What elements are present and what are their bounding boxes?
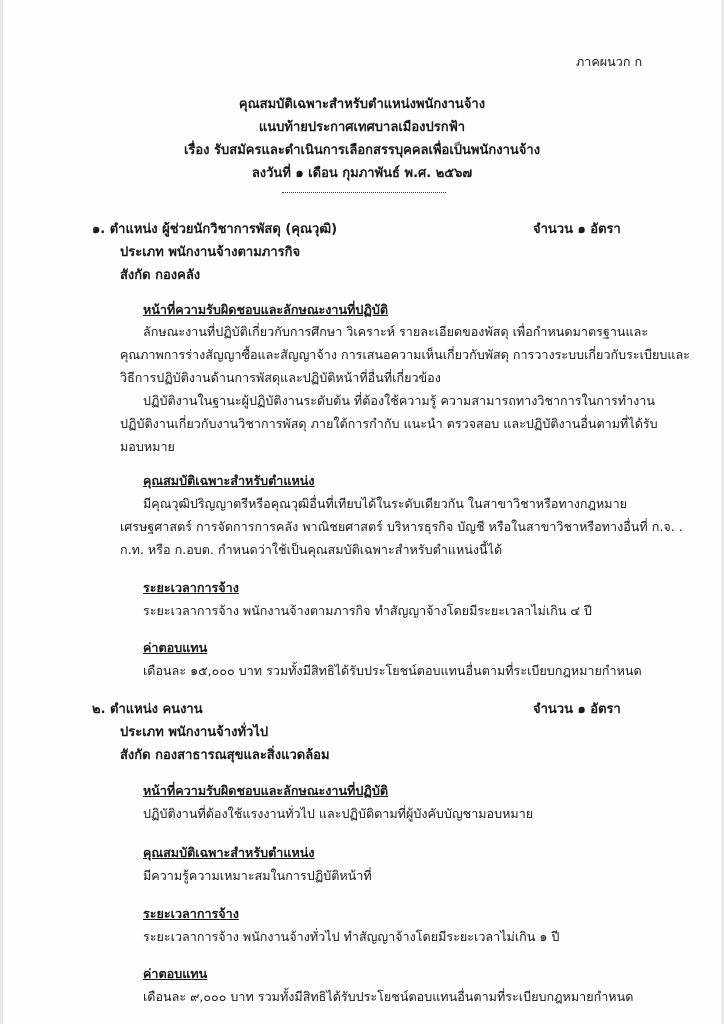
position-1-duties-p2-line-2: ปฏิบัติงานเกี่ยวกับงานวิชาการพัสดุ ภายใต้การกำกับ แนะนำ ตรวจสอบ และปฏิบัติงานอื่นตามที่ได้รับ (120, 416, 658, 431)
position-2-dept: สังกัด กองสาธารณสุขและสิ่งแวดล้อม (120, 748, 330, 763)
annex-label: ภาคผนวก ก (576, 54, 643, 69)
position-1-term-text: ระยะเวลาการจ้าง พนักงานจ้างตามภารกิจ ทำสัญญาจ้างโดยมีระยะเวลาไม่เกิน ๔ ปี (143, 603, 592, 618)
position-1-duties-p2-line-1: ปฏิบัติงานในฐานะผู้ปฏิบัติงานระดับต้น ที่ต้องใช้ความรู้ ความสามารถทางวิชาการในการทำงาน (143, 393, 655, 408)
header-line-2: แนบท้ายประกาศเทศบาลเมืองปรกฟ้า (258, 120, 466, 135)
position-1-pay-text: เดือนละ ๑๕,๐๐๐ บาท รวมทั้งมีสิทธิได้รับประโยชน์ตอบแทนอื่นตามที่ระเบียบกฎหมายกำหนด (143, 663, 642, 678)
position-2-title: ๒. ตำแหน่ง คนงาน (92, 702, 203, 717)
header-line-4: ลงวันที่ ๑ เดือน กุมภาพันธ์ พ.ศ. ๒๕๖๗ (251, 166, 473, 181)
position-2-qual-text: มีความรู้ความเหมาะสมในการปฏิบัติหน้าที่ (143, 868, 372, 883)
position-2-type: ประเภท พนักงานจ้างทั่วไป (120, 725, 269, 740)
position-2-pay-text: เดือนละ ๙,๐๐๐ บาท รวมทั้งมีสิทธิได้รับประโยชน์ตอบแทนอื่นตามที่ระเบียบกฎหมายกำหนด (143, 989, 634, 1004)
header-line-1: คุณสมบัติเฉพาะสำหรับตำแหน่งพนักงานจ้าง (238, 97, 486, 112)
position-1-duties-p1-line-1: ลักษณะงานที่ปฏิบัติเกี่ยวกับการศึกษา วิเคราะห์ รายละเอียดของพัสดุ เพื่อกำหนดมาตรฐานและ (143, 324, 649, 339)
position-1-qual-line-1: มีคุณวุฒิปริญญาตรีหรือคุณวุฒิอื่นที่เทียบได้ในระดับเดียวกัน ในสาขาวิชาหรือทางกฎหมาย (143, 496, 628, 511)
position-1-qual-heading: คุณสมบัติเฉพาะสำหรับตำแหน่ง (143, 473, 315, 488)
position-1-pay-heading: ค่าตอบแทน (143, 640, 208, 655)
position-2-pay-heading: ค่าตอบแทน (143, 966, 208, 981)
header-line-3: เรื่อง รับสมัครและดำเนินการเลือกสรรบุคคลเพื่อเป็นพนักงานจ้าง (183, 143, 541, 158)
position-1-term-heading: ระยะเวลาการจ้าง (143, 580, 239, 595)
position-1-qual-line-3: ก.ท. หรือ ก.อบต. กำหนดว่าใช้เป็นคุณสมบัติเฉพาะสำหรับตำแหน่งนี้ได้ (120, 542, 503, 557)
position-2-term-heading: ระยะเวลาการจ้าง (143, 906, 239, 921)
position-1-qual-line-2: เศรษฐศาสตร์ การจัดการการคลัง พาณิชยศาสตร์ บริหารธุรกิจ บัญชี หรือในสาขาวิชาหรือทางอื่นที่ ก.จ. . (120, 519, 683, 534)
position-1-type: ประเภท พนักงานจ้างตามภารกิจ (120, 245, 301, 260)
position-1-count: จำนวน ๑ อัตรา (533, 222, 621, 237)
position-2-duties-heading: หน้าที่ความรับผิดชอบและลักษณะงานที่ปฏิบัติ (143, 783, 389, 798)
position-1-duties-p1-line-3: วิธีการปฏิบัติงานด้านการพัสดุและปฏิบัติหน้าที่อื่นที่เกี่ยวข้อง (120, 370, 441, 385)
position-2-count: จำนวน ๑ อัตรา (533, 702, 621, 717)
position-2-term-text: ระยะเวลาการจ้าง พนักงานจ้างทั่วไป ทำสัญญาจ้างโดยมีระยะเวลาไม่เกิน ๑ ปี (143, 929, 560, 944)
position-1-duties-p1-line-2: คุณภาพการร่างสัญญาซื้อและสัญญาจ้าง การเสนอความเห็นเกี่ยวกับพัสดุ การวางระบบเกี่ยวกับระเบียบและ (120, 347, 690, 362)
position-2-qual-heading: คุณสมบัติเฉพาะสำหรับตำแหน่ง (143, 845, 315, 860)
position-2-duties-text: ปฏิบัติงานที่ต้องใช้แรงงานทั่วไป และปฏิบัติตามที่ผู้บังคับบัญชามอบหมาย (143, 806, 534, 821)
position-1-dept: สังกัด กองคลัง (120, 268, 201, 283)
position-1-title: ๑. ตำแหน่ง ผู้ช่วยนักวิชาการพัสดุ (คุณวุฒิ) (92, 222, 338, 237)
header-dotted-separator (282, 192, 446, 193)
position-1-duties-heading: หน้าที่ความรับผิดชอบและลักษณะงานที่ปฏิบัติ (143, 302, 389, 317)
position-1-duties-p2-line-3: มอบหมาย (120, 439, 175, 454)
